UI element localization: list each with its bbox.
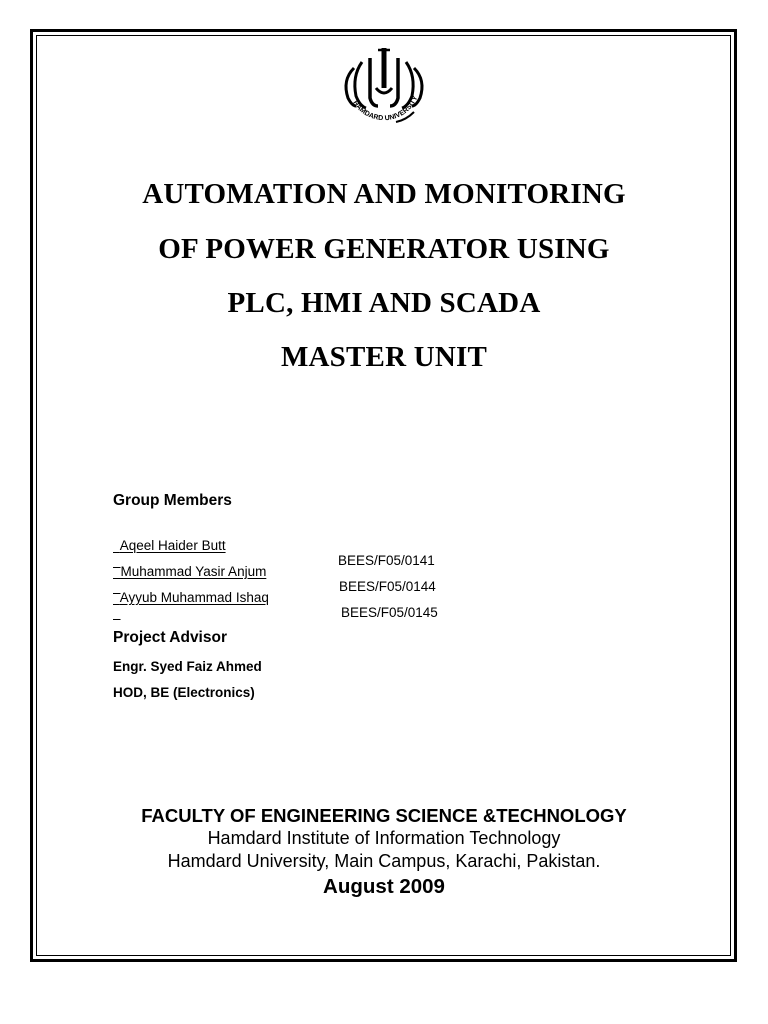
title-line-4: MASTER UNIT — [280, 341, 488, 373]
institute-name: Hamdard Institute of Information Technology — [207, 828, 561, 848]
submission-date: August 2009 — [323, 875, 445, 898]
member-reg: BEES/F05/0144 — [339, 579, 436, 594]
member-name: Muhammad Yasir Anjum — [120, 564, 267, 579]
member-name: Aqeel Haider Butt — [119, 538, 226, 553]
member-name: Ayyub Muhammad Ishaq — [119, 590, 269, 605]
advisor-name: Engr. Syed Faiz Ahmed — [113, 659, 262, 674]
group-members-heading: Group Members — [113, 492, 232, 509]
faculty-name: FACULTY OF ENGINEERING SCIENCE &TECHNOLOGY — [141, 805, 627, 826]
project-advisor-heading: Project Advisor — [113, 629, 227, 646]
hamdard-university-logo — [334, 40, 434, 136]
title-line-3: PLC, HMI AND SCADA — [227, 287, 541, 319]
member-row — [113, 575, 438, 620]
title-line-2: OF POWER GENERATOR USING — [158, 233, 610, 265]
member-reg: BEES/F05/0145 — [341, 605, 438, 620]
member-reg: BEES/F05/0141 — [338, 553, 435, 568]
logo-text: HAMDARD UNIVERSITY — [351, 95, 420, 123]
campus-address: Hamdard University, Main Campus, Karachi, Pakistan. — [167, 851, 601, 871]
advisor-title: HOD, BE (Electronics) — [113, 685, 255, 700]
title-line-1: AUTOMATION AND MONITORING — [142, 178, 626, 210]
